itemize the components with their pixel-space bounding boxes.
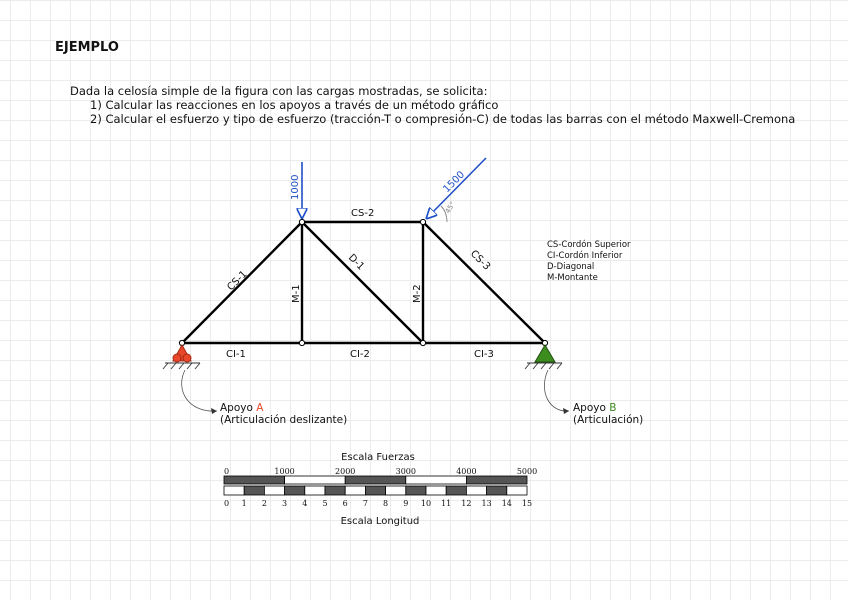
- force-scale-tick: 0: [224, 467, 230, 476]
- length-scale-tick: 8: [383, 499, 389, 508]
- node-bottom-1: [299, 340, 304, 345]
- legend-item-d: D-Diagonal: [547, 262, 595, 272]
- support-b-triangle: [535, 345, 555, 362]
- label-ci-2: CI-2: [350, 349, 370, 360]
- support-a-label: Apoyo A: [220, 402, 264, 414]
- length-scale-segment: [426, 486, 446, 495]
- support-b-letter: B: [609, 402, 617, 414]
- length-scale-tick: 11: [441, 499, 452, 508]
- label-m-2: M-2: [412, 284, 423, 303]
- length-scale-segment: [365, 486, 385, 495]
- length-scale-segment: [345, 486, 365, 495]
- load-inclined-value: 1500: [441, 169, 468, 196]
- length-scale-tick: 0: [224, 499, 230, 508]
- length-scale-tick: 7: [362, 499, 368, 508]
- label-m-1: M-1: [291, 284, 302, 303]
- length-scale-segment: [285, 486, 305, 495]
- length-scale-tick: 9: [403, 499, 409, 508]
- length-scale-segment: [406, 486, 426, 495]
- label-ci-3: CI-3: [474, 349, 494, 360]
- support-a-roller-left: [173, 354, 181, 362]
- force-scale-bar: [224, 476, 527, 484]
- length-scale-segment: [224, 486, 244, 495]
- length-scale-tick: 10: [420, 499, 432, 508]
- support-b-type: (Articulación): [573, 414, 644, 426]
- label-d-1: D-1: [345, 252, 367, 273]
- support-a-letter: A: [256, 402, 264, 414]
- length-scale-segment: [264, 486, 284, 495]
- statement-item-1: 1) Calcular las reacciones en los apoyos a través de un método gráfico: [90, 98, 499, 112]
- force-scale-segment: [285, 476, 346, 484]
- support-a: [163, 345, 217, 414]
- force-scale-title: Escala Fuerzas: [341, 452, 415, 463]
- support-a-leader: [182, 370, 217, 411]
- length-scale-tick: 12: [461, 499, 472, 508]
- load-angle-value: 45°: [443, 200, 457, 215]
- support-b-hatch: [525, 363, 562, 369]
- support-b: [525, 345, 569, 414]
- length-scale-tick: 5: [322, 499, 328, 508]
- length-scale-tick: 6: [342, 499, 348, 508]
- node-bottom-2: [420, 340, 425, 345]
- length-scale-segment: [446, 486, 466, 495]
- force-scale-segment: [466, 476, 527, 484]
- length-scale-tick: 4: [302, 499, 308, 508]
- force-scale-ticks: [224, 467, 537, 476]
- legend-item-m: M-Montante: [547, 273, 598, 283]
- length-scale-tick: 13: [481, 499, 492, 508]
- support-a-type: (Articulación deslizante): [220, 414, 348, 426]
- support-a-roller-right: [183, 354, 191, 362]
- support-a-hatch: [163, 363, 200, 369]
- support-b-leader: [544, 370, 569, 411]
- length-scale-segment: [386, 486, 406, 495]
- length-scale-segment: [325, 486, 345, 495]
- legend-item-cs: CS-Cordón Superior: [547, 240, 631, 250]
- force-scale-tick: 3000: [395, 467, 416, 476]
- force-scale-tick: 1000: [274, 467, 295, 476]
- force-scale-segment: [224, 476, 285, 484]
- length-scale-segment: [487, 486, 507, 495]
- length-scale-ticks: [224, 499, 532, 508]
- node-top-1: [299, 219, 304, 224]
- legend-item-ci: CI-Cordón Inferior: [547, 251, 623, 261]
- length-scale-bar: [224, 486, 527, 495]
- statement-intro: Dada la celosía simple de la figura con las cargas mostradas, se solicita:: [70, 84, 488, 98]
- length-scale-segment: [507, 486, 527, 495]
- node-top-2: [420, 219, 425, 224]
- force-scale-tick: 2000: [335, 467, 356, 476]
- length-scale-tick: 14: [501, 499, 512, 508]
- length-scale-segment: [305, 486, 325, 495]
- member-legend: [547, 239, 631, 283]
- page-title: EJEMPLO: [55, 40, 119, 55]
- length-scale-segment: [466, 486, 486, 495]
- support-a-leader-head: [211, 408, 217, 414]
- force-scale-tick: 5000: [516, 467, 538, 476]
- member-d-1: [302, 222, 423, 343]
- load-inclined-arrow: [426, 158, 486, 219]
- length-scale-tick: 1: [241, 499, 247, 508]
- loads: [290, 158, 486, 222]
- force-scale-segment: [406, 476, 467, 484]
- label-cs-3: CS-3: [467, 248, 493, 273]
- label-ci-1: CI-1: [226, 349, 246, 360]
- length-scale-tick: 2: [261, 499, 267, 508]
- label-cs-2: CS-2: [351, 208, 375, 219]
- force-scale-segment: [345, 476, 406, 484]
- support-b-leader-head: [563, 408, 569, 414]
- statement-item-2: 2) Calcular el esfuerzo y tipo de esfuerzo (tracción-T o compresión-C) de todas las barras con el método Maxwell-Cremona: [90, 112, 796, 126]
- length-scale-tick: 15: [521, 499, 533, 508]
- length-scale-tick: 3: [282, 499, 288, 508]
- length-scale-title: Escala Longitud: [340, 516, 420, 527]
- label-cs-1: CS-1: [225, 268, 250, 294]
- support-b-label: Apoyo B: [573, 402, 617, 414]
- force-scale-tick: 4000: [456, 467, 477, 476]
- length-scale-segment: [244, 486, 264, 495]
- load-vertical-value: 1000: [290, 174, 301, 200]
- member-cs-3: [423, 222, 545, 343]
